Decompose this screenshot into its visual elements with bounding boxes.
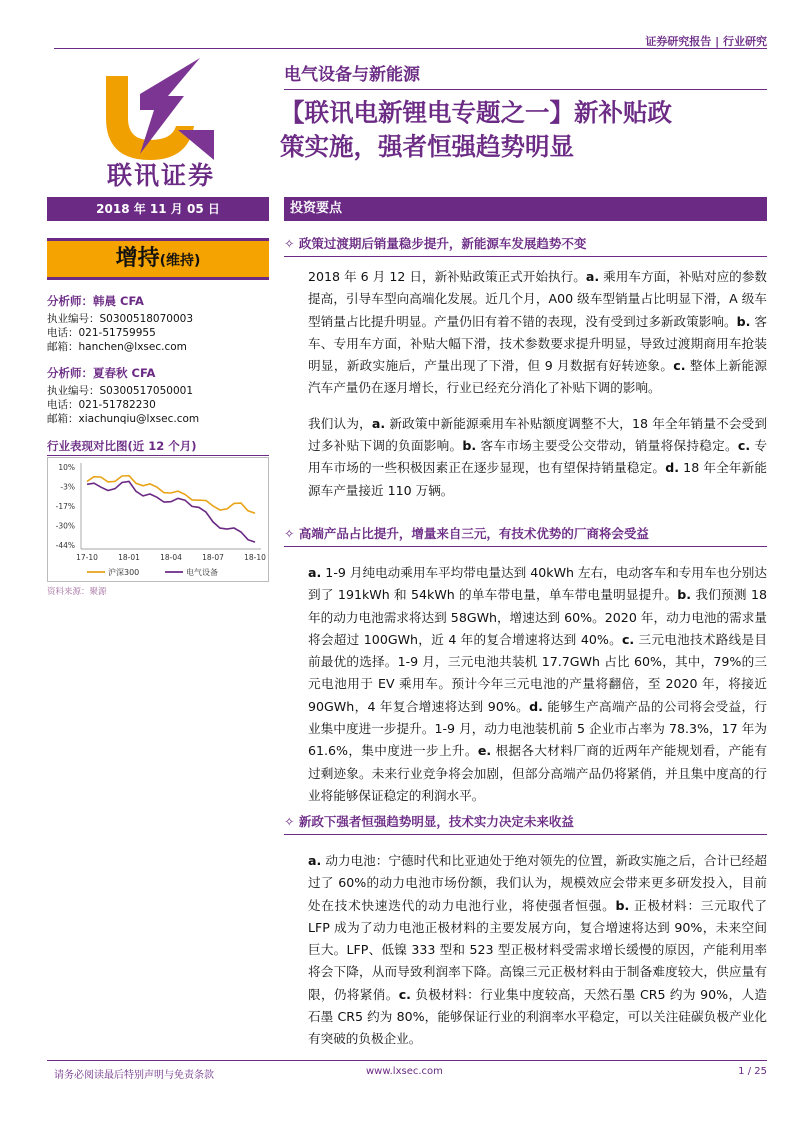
rating-main: 增持 [115, 246, 160, 271]
paragraph-text: 乘用车方面，补贴对应的参数提高，引导车型向高端化发展。近几个月，A00 级车型销量占比明显下滑，A 级车型销量占比提升明显。产量仍旧有着不错的表现，没有受到过多新政策影响。 [308, 269, 767, 329]
section-heading: ✧ 高端产品占比提升，增量来自三元，有技术优势的厂商将会受益 [284, 526, 649, 541]
section-divider [284, 256, 767, 257]
section-3 [284, 812, 767, 1051]
point-marker: c. [621, 631, 635, 647]
section-heading: ✧ 政策过渡期后销量稳步提升，新能源车发展趋势不变 [284, 236, 587, 251]
analyst-1 [47, 293, 269, 354]
point-marker: e. [477, 743, 492, 759]
paragraph-text: 18 年全年新能源车产量接近 110 万辆。 [308, 460, 767, 498]
paragraph-text: 我们预测 18 年的动力电池需求将达到 58GWh，增速达到 60%。2020 年，动力电池的需求量将会超过 100GWh，近 4 年的复合增速将达到 40%。 [308, 587, 767, 647]
section-paragraph [284, 850, 767, 1051]
paragraph-text: 2018 年 6 月 12 日，新补贴政策正式开始执行。 [308, 269, 586, 284]
rating-sub: (维持) [159, 253, 201, 269]
x-tick-label: 18-04 [160, 553, 182, 562]
x-tick-label: 18-01 [118, 553, 140, 562]
point-marker: c. [737, 438, 751, 454]
point-marker: b. [677, 587, 692, 603]
logo-text: 联讯证券 [106, 161, 215, 190]
report-type: 证券研究报告 | 行业研究 [645, 35, 767, 48]
rating-box [47, 238, 269, 280]
point-marker: a. [308, 565, 322, 580]
paragraph-text: 整体上新能源汽车产量仍在逐月增长，行业已经充分消化了补贴下调的影响。 [308, 358, 767, 396]
analyst-license: 执业编号：S0300518070003 [47, 313, 194, 325]
footer-page-number: 1 / 25 [738, 1066, 767, 1077]
summary-bar [284, 197, 767, 221]
point-marker: b. [462, 438, 477, 454]
analyst-license: 执业编号：S0300517050001 [47, 385, 194, 397]
analyst-email: 邮箱：xiachunqiu@lxsec.com [47, 413, 200, 425]
x-tick-label: 17-10 [76, 553, 98, 562]
chart-title: 行业表现对比图(近 12 个月) [47, 439, 197, 453]
paragraph-text: 动力电池：宁德时代和比亚迪处于绝对领先的位置，新政实施之后，合计已经超过了 60%的动力电池市场份额，我们认为，规模效应会带来更多研发投入，目前处在技术快速迭代的动力电池行业，将使强者恒强。 [308, 853, 767, 913]
analyst-email: 邮箱：hanchen@lxsec.com [47, 341, 187, 353]
summary-label: 投资要点 [290, 201, 343, 216]
y-tick-label: -44% [55, 541, 75, 550]
paragraph-text: 能够生产高端产品的公司将会受益，行业集中度进一步提升。1-9 月，动力电池装机前 5 企业市占率为 78.3%，17 年为 61.6%，集中度进一步上升。 [308, 698, 767, 759]
paragraph-text: 客车市场主要受公交带动，销量将保持稳定。 [476, 438, 738, 454]
section-1 [284, 234, 767, 502]
company-logo [96, 56, 226, 191]
footer-divider [47, 1060, 767, 1061]
paragraph-text: 专用车市场的一些积极因素正在逐步显现，也有望保持销量稳定。 [308, 438, 767, 476]
y-tick-label: -3% [60, 482, 75, 492]
section-2 [284, 524, 767, 807]
analyst-name: 分析师：夏春秋 CFA [47, 366, 156, 380]
report-title-line1: 【联讯电新锂电专题之一】新补贴政 [280, 98, 672, 127]
x-tick-label: 18-07 [202, 553, 224, 562]
report-title-line2: 策实施，强者恒强趋势明显 [280, 132, 574, 161]
paragraph-text: 1-9 月纯电动乘用车平均带电量达到 40kWh 左右，电动客车和专用车也分别达到了 191kWh 和 54kWh 的单车带电量，单车带电量明显提升。 [308, 565, 767, 603]
paragraph-text: 正极材料：三元取代了 LFP 成为了动力电池正极材料的主要发展方向，复合增速将达到 90%，未来空间巨大。LFP、低镍 333 型和 523 型正极材料受需求增长缓慢的原因，产能利用率将会下降，从而导致利润率下降。高镍三元正极材料由于制备难度较大，供应量有限，仍将紧俏。 [308, 897, 767, 1002]
y-tick-label: -30% [55, 521, 75, 531]
point-marker: a. [585, 269, 600, 284]
y-tick-label: -17% [55, 502, 75, 511]
section-heading: ✧ 新政下强者恒强趋势明显，技术实力决定未来收益 [284, 814, 574, 829]
chart-title-underline [47, 455, 269, 456]
date-bar [47, 197, 269, 221]
paragraph-text: 根据各大材料厂商的近两年产能规划看，产能有过剩迹象。未来行业竞争将会加剧，但部分高端产品仍将紧俏，并且集中度高的行业将能够保证稳定的利润水平。 [308, 743, 767, 803]
paragraph-text: 新政策中新能源乘用车补贴额度调整不大，18 年全年销量不会受到过多补贴下调的负面影响。 [308, 415, 767, 454]
chart-source: 资料来源：聚源 [47, 587, 107, 597]
header-divider [54, 48, 767, 49]
footer-disclaimer: 请务必阅读最后特别声明与免责条款 [54, 1070, 214, 1081]
point-marker: d. [529, 698, 543, 714]
analyst-phone: 电话：021-51782230 [47, 399, 156, 411]
point-marker: c. [673, 358, 686, 374]
section-paragraph [284, 413, 767, 502]
legend-label: 电气设备 [186, 568, 218, 577]
section-divider [284, 546, 767, 547]
point-marker: b. [615, 897, 630, 913]
performance-chart [47, 457, 269, 582]
footer-website[interactable]: www.lxsec.com [366, 1066, 443, 1077]
y-tick-label: 10% [58, 463, 75, 472]
report-date: 2018 年 11 月 05 日 [96, 202, 220, 216]
section-paragraph [284, 562, 767, 807]
point-marker: c. [398, 986, 411, 1002]
analyst-name: 分析师：韩晨 CFA [47, 294, 144, 308]
point-marker: a. [308, 853, 322, 868]
analyst-2 [47, 365, 269, 426]
paragraph-text: 客车、专用车方面，补贴大幅下滑，技术参数要求提升明显，导致过渡期商用车抢装明显，新政实施后，产量出现了下滑，但 9 月数据有好转迹象。 [308, 313, 767, 374]
point-marker: d. [665, 460, 680, 476]
analyst-phone: 电话：021-51759955 [47, 327, 156, 339]
report-title [280, 96, 770, 164]
sector-label: 电气设备与新能源 [284, 65, 420, 85]
point-marker: b. [736, 313, 751, 329]
sector-underline [284, 89, 767, 90]
paragraph-text: 我们认为， [308, 415, 372, 431]
x-tick-label: 18-10 [244, 553, 266, 562]
legend-label: 沪深300 [108, 568, 140, 577]
performance-chart-svg [47, 457, 269, 582]
point-marker: a. [371, 415, 386, 431]
paragraph-text: 负极材料：行业集中度较高，天然石墨 CR5 约为 90%，人造石墨 CR5 约为 80%，能够保证行业的利润率水平稳定，可以关注硅碳负极产业化有突破的负极企业。 [308, 986, 768, 1047]
section-divider [284, 834, 767, 835]
section-paragraph [284, 266, 767, 400]
paragraph-text: 三元电池技术路线是目前最优的选择。1-9 月，三元电池共装机 17.7GWh 占比 60%，其中，79%的三元电池用于 EV 乘用车。预计今年三元电池的产量将翻倍，至 2020 年，将接近 90GWh，4 年复合增速将达到 90%。 [308, 631, 767, 714]
